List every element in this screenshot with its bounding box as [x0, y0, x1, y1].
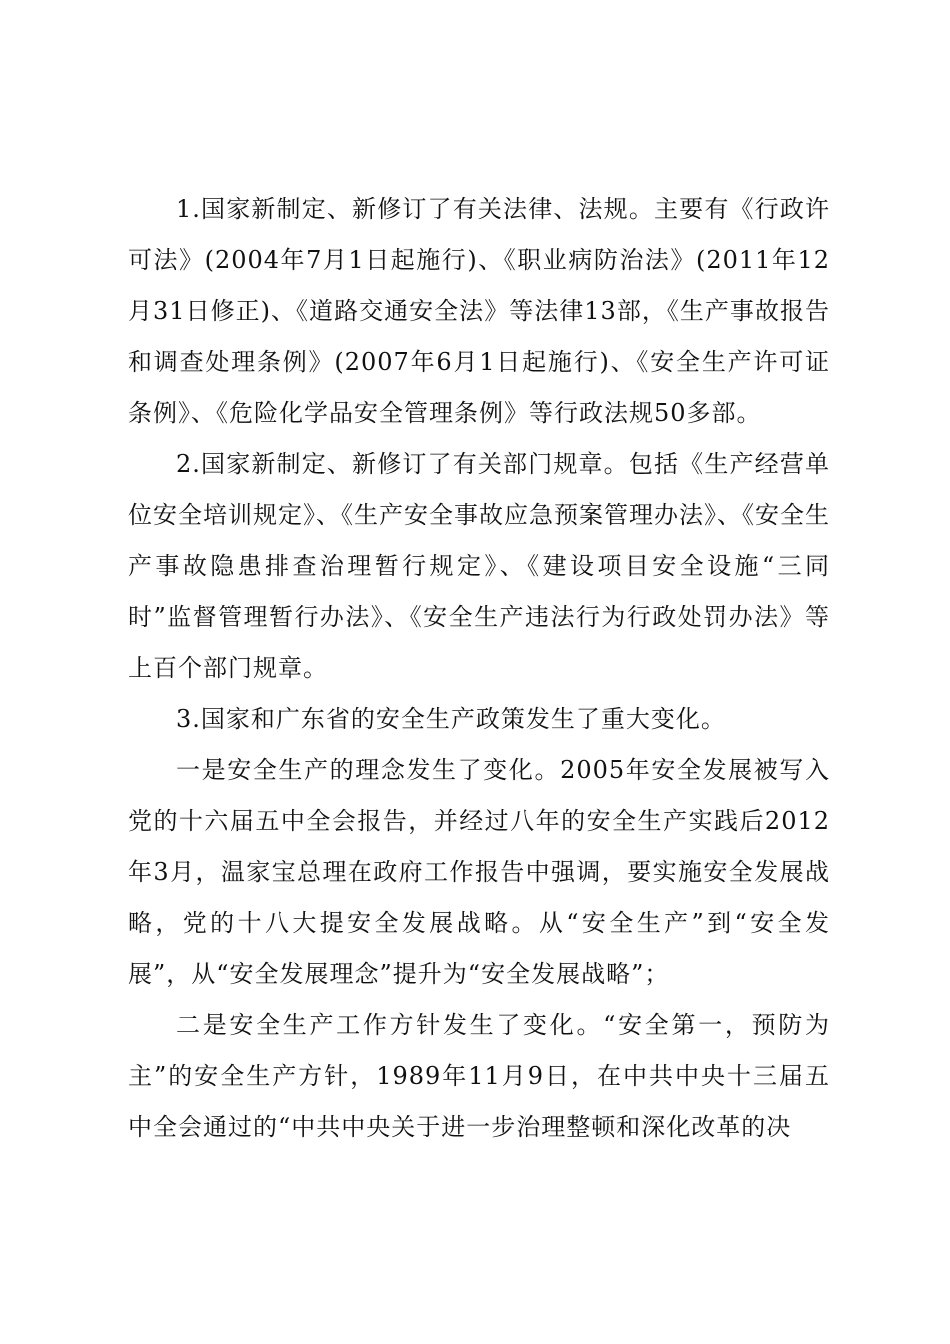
document-body [128, 184, 830, 1153]
paragraph-policy-changes: 3.国家和广东省的安全生产政策发生了重大变化。 [176, 705, 726, 733]
paragraph-safety-concept: 一是安全生产的理念发生了变化。2005年安全发展被写入党的十六届五中全会报告，并经过八年的安全生产实践后2012年3月，温家宝总理在政府工作报告中强调，要实施安全发展战略，党的十八大提安全发展战略。从“安全生产”到“安全发展”，从“安全发展理念”提升为“安全发展战略”； [128, 756, 830, 988]
paragraph-safety-policy: 二是安全生产工作方针发生了变化。“安全第一，预防为主”的安全生产方针，1989年11月9日，在中共中央十三届五中全会通过的“中共中央关于进一步治理整顿和深化改革的决 [128, 1011, 830, 1141]
paragraph-department-rules: 2.国家新制定、新修订了有关部门规章。包括《生产经营单位安全培训规定》、《生产安全事故应急预案管理办法》、《安全生产事故隐患排查治理暂行规定》、《建设项目安全设施“三同时”监督管理暂行办法》、《安全生产违法行为行政处罚办法》等上百个部门规章。 [128, 450, 830, 682]
paragraph-laws-regulations: 1.国家新制定、新修订了有关法律、法规。主要有《行政许可法》(2004年7月1日起施行)、《职业病防治法》(2011年12月31日修正)、《道路交通安全法》等法律13部，《生产事故报告和调查处理条例》(2007年6月1日起施行)、《安全生产许可证条例》、《危险化学品安全管理条例》等行政法规50多部。 [128, 195, 830, 427]
